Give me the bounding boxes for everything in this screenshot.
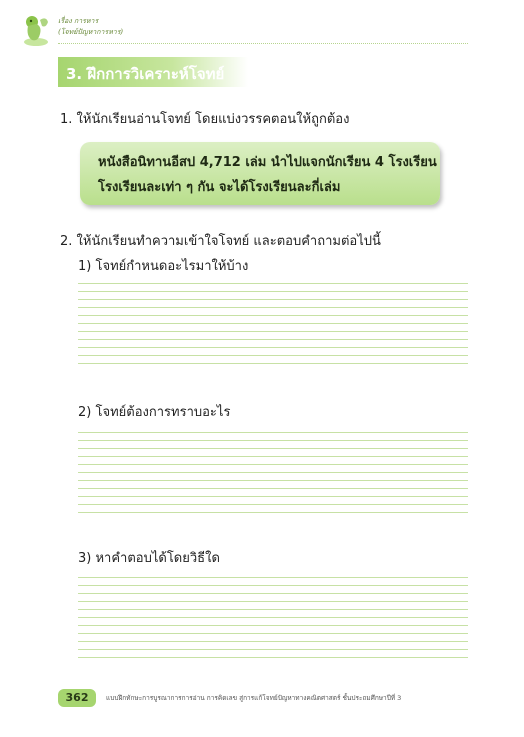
footer-book-title: แบบฝึกทักษะการบูรณาการการอ่าน การคิดเลข สู่การแก้โจทย์ปัญหาทางคณิตศาสตร์ ชั้นประถมศึกษาปีที่ 3: [106, 694, 402, 702]
header-subtopic: (โจทย์ปัญหาการหาร): [58, 28, 124, 36]
problem-line-2: โรงเรียนละเท่า ๆ กัน จะได้โรงเรียนละกี่เล่ม: [98, 180, 341, 195]
header-topic: เรื่อง การหาร: [58, 17, 99, 25]
question-1: 1. ให้นักเรียนอ่านโจทย์ โดยแบ่งวรรคตอนให้ถูกต้อง: [60, 112, 350, 127]
sub-question-1: 1) โจทย์กำหนดอะไรมาให้บ้าง: [78, 259, 249, 274]
section-title-banner: [58, 57, 248, 87]
section-title: 3. ฝึกการวิเคราะห์โจทย์: [66, 65, 225, 83]
page-number: 362: [58, 689, 96, 707]
problem-line-1: หนังสือนิทานอีสป 4,712 เล่ม นำไปแจกนักเรียน 4 โรงเรียน: [98, 155, 437, 170]
sub-question-2: 2) โจทย์ต้องการทราบอะไร: [78, 405, 231, 420]
problem-box: [80, 142, 440, 205]
sub-question-3: 3) หาคำตอบได้โดยวิธีใด: [78, 551, 220, 566]
header-divider: [58, 43, 468, 44]
question-2: 2. ให้นักเรียนทำความเข้าใจโจทย์ และตอบคำถามต่อไปนี้: [60, 234, 381, 249]
mascot-logo-icon: [20, 12, 52, 48]
